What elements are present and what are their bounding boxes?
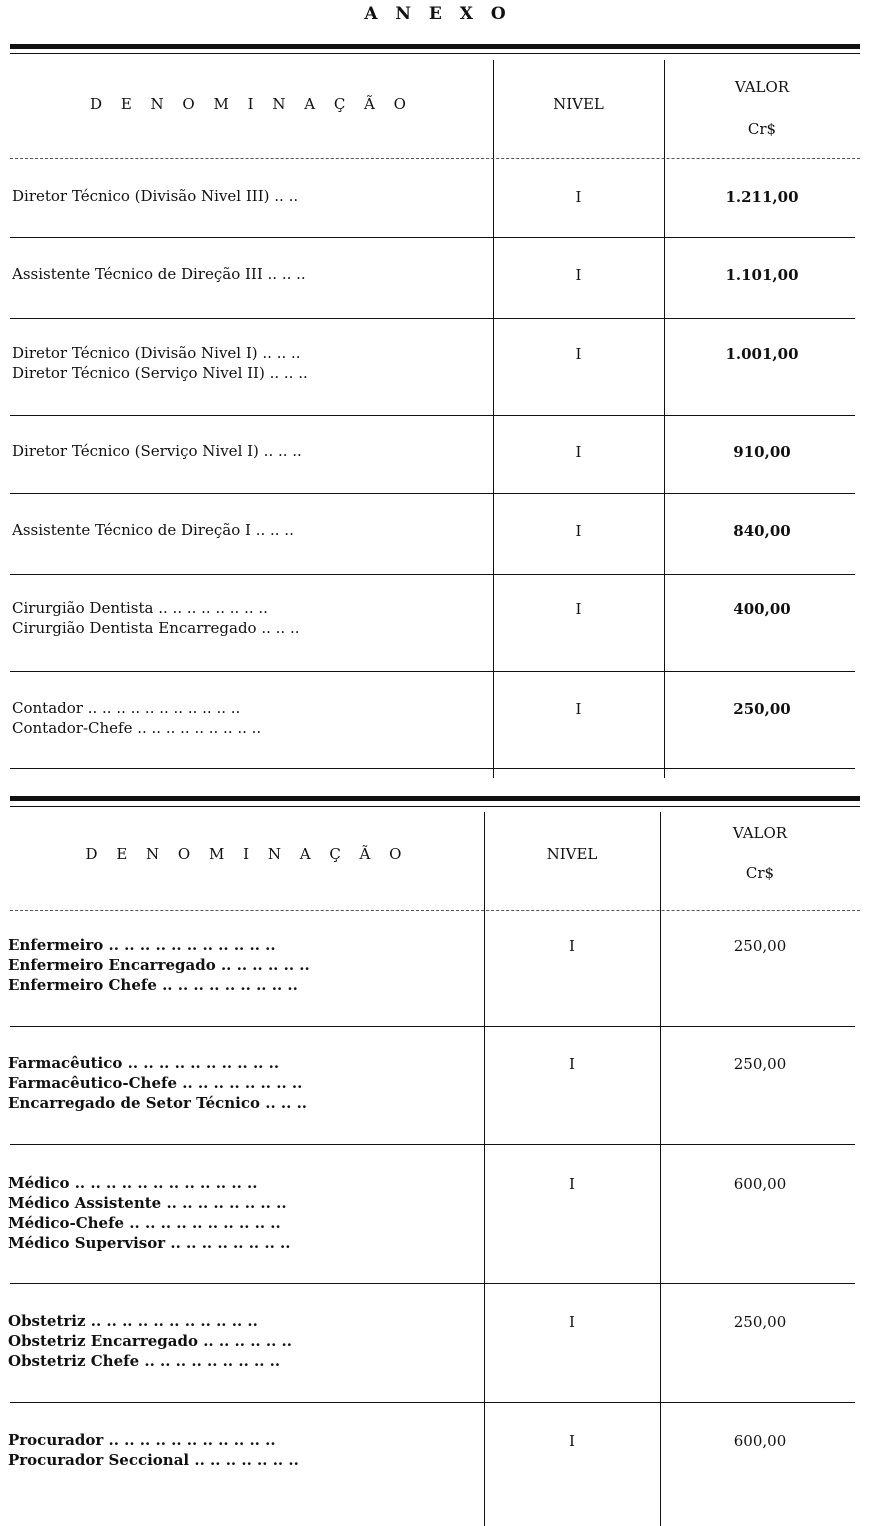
row-denominacao-line: Obstetriz Chefe .. .. .. .. .. .. .. .. .. xyxy=(8,1352,281,1370)
row-valor: 1.001,00 xyxy=(725,345,799,363)
row-valor: 250,00 xyxy=(733,1055,787,1073)
row-separator xyxy=(10,1144,855,1145)
header-valor: VALOR xyxy=(732,824,788,842)
row-denominacao xyxy=(12,598,482,638)
row-denominacao-line: Procurador Seccional .. .. .. .. .. .. .. xyxy=(8,1451,299,1469)
row-denominacao xyxy=(8,1311,472,1371)
row-denominacao xyxy=(12,698,482,738)
row-denominacao-line: Diretor Técnico (Divisão Nivel III) .. .. xyxy=(12,187,299,205)
row-denominacao-line: Médico Assistente .. .. .. .. .. .. .. .. xyxy=(8,1194,287,1212)
row-denominacao-line: Médico Supervisor .. .. .. .. .. .. .. .. xyxy=(8,1234,291,1252)
row-denominacao-line: Farmacêutico .. .. .. .. .. .. .. .. .. .. xyxy=(8,1054,280,1072)
row-nivel: I xyxy=(575,266,582,284)
row-valor: 250,00 xyxy=(733,1313,787,1331)
row-nivel: I xyxy=(575,522,582,540)
row-denominacao xyxy=(12,264,482,284)
row-denominacao-line: Enfermeiro Chefe .. .. .. .. .. .. .. .. .. xyxy=(8,976,298,994)
row-denominacao-line: Assistente Técnico de Direção III .. .. .. xyxy=(12,265,306,283)
header-nivel: NIVEL xyxy=(553,95,604,113)
header-denominacao: D E N O M I N A Ç Ã O xyxy=(85,845,409,863)
row-valor: 250,00 xyxy=(733,700,791,718)
row-nivel: I xyxy=(575,700,582,718)
row-nivel: I xyxy=(569,1175,575,1193)
row-denominacao-line: Procurador .. .. .. .. .. .. .. .. .. .. .. xyxy=(8,1431,276,1449)
column-divider xyxy=(484,812,485,1526)
row-denominacao-line: Obstetriz .. .. .. .. .. .. .. .. .. .. .. xyxy=(8,1312,258,1330)
header-valor-unit: Cr$ xyxy=(745,864,775,882)
header-separator xyxy=(10,158,860,160)
table-top-rule xyxy=(10,796,860,801)
row-separator xyxy=(10,671,855,672)
row-valor: 840,00 xyxy=(733,522,791,540)
header-valor-unit: Cr$ xyxy=(747,120,777,138)
row-nivel: I xyxy=(575,600,582,618)
table-top-rule-thin xyxy=(10,53,860,54)
row-separator xyxy=(10,1402,855,1403)
row-separator xyxy=(10,237,855,238)
row-denominacao xyxy=(12,520,482,540)
row-separator xyxy=(10,318,855,319)
row-denominacao-line: Médico .. .. .. .. .. .. .. .. .. .. .. .. xyxy=(8,1174,258,1192)
row-denominacao-line: Obstetriz Encarregado .. .. .. .. .. .. xyxy=(8,1332,292,1350)
row-nivel: I xyxy=(569,1055,575,1073)
row-nivel: I xyxy=(575,188,582,206)
row-nivel: I xyxy=(569,937,575,955)
row-denominacao-line: Enfermeiro Encarregado .. .. .. .. .. .. xyxy=(8,956,310,974)
row-denominacao xyxy=(8,935,472,995)
row-separator xyxy=(10,493,855,494)
row-valor: 1.211,00 xyxy=(725,188,799,206)
row-denominacao-line: Contador .. .. .. .. .. .. .. .. .. .. .. xyxy=(12,699,241,717)
table-top-rule-thin xyxy=(10,806,860,807)
row-denominacao-line: Diretor Técnico (Divisão Nivel I) .. .. .. xyxy=(12,344,301,362)
header-denominacao: D E N O M I N A Ç Ã O xyxy=(90,95,413,113)
header-separator xyxy=(10,910,860,912)
row-valor: 400,00 xyxy=(733,600,791,618)
row-denominacao-line: Cirurgião Dentista .. .. .. .. .. .. .. .. xyxy=(12,599,268,617)
row-denominacao-line: Encarregado de Setor Técnico .. .. .. xyxy=(8,1094,308,1112)
row-valor: 910,00 xyxy=(733,443,791,461)
row-nivel: I xyxy=(569,1313,575,1331)
row-separator xyxy=(10,1026,855,1027)
row-denominacao xyxy=(8,1053,472,1113)
row-nivel: I xyxy=(575,443,582,461)
row-valor: 1.101,00 xyxy=(725,266,799,284)
row-denominacao-line: Médico-Chefe .. .. .. .. .. .. .. .. .. .. xyxy=(8,1214,281,1232)
row-denominacao-line: Diretor Técnico (Serviço Nivel II) .. .. .. xyxy=(12,364,308,382)
row-denominacao xyxy=(8,1430,472,1470)
row-separator xyxy=(10,768,855,769)
row-nivel: I xyxy=(569,1432,575,1450)
column-divider xyxy=(660,812,661,1526)
row-separator xyxy=(10,1283,855,1284)
row-valor: 250,00 xyxy=(733,937,787,955)
row-denominacao-line: Enfermeiro .. .. .. .. .. .. .. .. .. .. .. xyxy=(8,936,276,954)
row-separator xyxy=(10,574,855,575)
header-nivel: NIVEL xyxy=(546,845,598,863)
row-denominacao xyxy=(12,441,482,461)
row-denominacao-line: Diretor Técnico (Serviço Nivel I) .. .. .. xyxy=(12,442,302,460)
page-title: A N E X O xyxy=(364,4,512,24)
row-valor: 600,00 xyxy=(733,1432,787,1450)
row-denominacao xyxy=(12,343,482,383)
row-denominacao-line: Cirurgião Dentista Encarregado .. .. .. xyxy=(12,619,300,637)
row-separator xyxy=(10,415,855,416)
row-denominacao-line: Farmacêutico-Chefe .. .. .. .. .. .. .. .. xyxy=(8,1074,303,1092)
row-denominacao xyxy=(12,186,482,206)
row-nivel: I xyxy=(575,345,582,363)
row-denominacao xyxy=(8,1173,472,1253)
row-denominacao-line: Contador-Chefe .. .. .. .. .. .. .. .. .. xyxy=(12,719,262,737)
row-denominacao-line: Assistente Técnico de Direção I .. .. .. xyxy=(12,521,294,539)
row-valor: 600,00 xyxy=(733,1175,787,1193)
table-top-rule xyxy=(10,44,860,49)
header-valor: VALOR xyxy=(734,78,790,96)
